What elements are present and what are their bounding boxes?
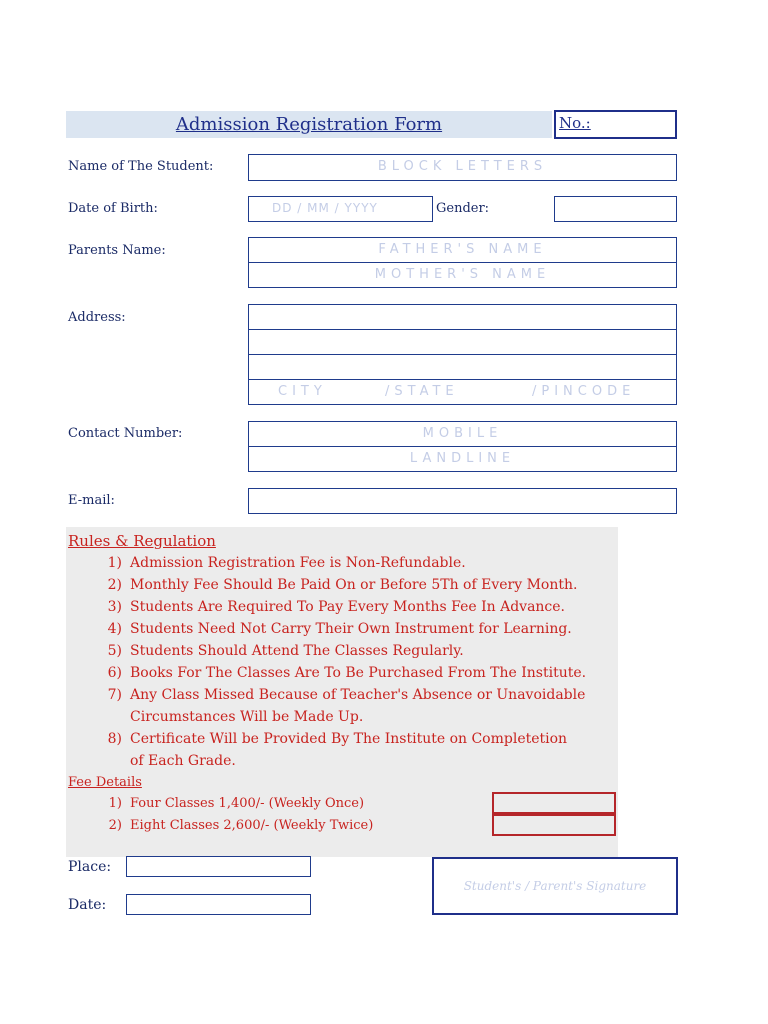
- student-name-field[interactable]: BLOCK LETTERS: [248, 154, 677, 181]
- rule-text: Circumstances Will be Made Up.: [130, 709, 364, 725]
- student-name-label: Name of The Student:: [68, 159, 214, 174]
- fee-number: 2): [108, 818, 122, 833]
- registration-number-label: No.:: [559, 114, 591, 132]
- address-line-3-field[interactable]: [248, 354, 677, 380]
- address-line-2-field[interactable]: [248, 329, 677, 355]
- place-label: Place:: [68, 859, 112, 875]
- place-field[interactable]: [126, 856, 311, 877]
- rule-text: Books For The Classes Are To Be Purchased From The Institute.: [130, 665, 587, 681]
- signature-placeholder: Student's / Parent's Signature: [463, 879, 647, 893]
- gender-label: Gender:: [436, 201, 490, 216]
- fee-option-text: Four Classes 1,400/- (Weekly Once): [130, 796, 365, 811]
- parents-name-label: Parents Name:: [68, 243, 166, 258]
- rule-text: of Each Grade.: [130, 753, 236, 769]
- mobile-field[interactable]: MOBILE: [248, 421, 677, 447]
- email-label: E-mail:: [68, 493, 115, 508]
- fee-option-text: Eight Classes 2,600/- (Weekly Twice): [130, 818, 374, 833]
- state-placeholder: /STATE: [385, 384, 459, 399]
- rule-text: Any Class Missed Because of Teacher's Absence or Unavoidable: [130, 687, 586, 703]
- rules-title: Rules & Regulation: [68, 532, 216, 550]
- gender-field[interactable]: [554, 196, 677, 222]
- city-placeholder: CITY: [278, 384, 327, 399]
- rule-text: Monthly Fee Should Be Paid On or Before 5Th of Every Month.: [130, 577, 578, 593]
- rule-number: 1): [107, 555, 122, 571]
- father-name-field[interactable]: FATHER'S NAME: [248, 237, 677, 263]
- rule-number: 7): [107, 687, 122, 703]
- rule-text: Students Are Required To Pay Every Months Fee In Advance.: [130, 599, 566, 615]
- landline-field[interactable]: LANDLINE: [248, 446, 677, 472]
- fee-number: 1): [108, 796, 122, 811]
- fee-option-checkbox[interactable]: [492, 792, 616, 814]
- address-label: Address:: [68, 310, 126, 325]
- rule-text: Certificate Will be Provided By The Institute on Completetion: [130, 731, 568, 747]
- form-title: Admission Registration Form: [175, 114, 443, 135]
- rule-number: 4): [107, 621, 122, 637]
- fee-option-checkbox[interactable]: [492, 814, 616, 836]
- rule-number: 6): [107, 665, 122, 681]
- contact-number-label: Contact Number:: [68, 426, 183, 441]
- mother-name-field[interactable]: MOTHER'S NAME: [248, 262, 677, 288]
- fee-details-title: Fee Details: [68, 775, 142, 790]
- dob-label: Date of Birth:: [68, 201, 158, 216]
- rule-number: 5): [107, 643, 122, 659]
- email-field[interactable]: [248, 488, 677, 514]
- rule-text: Admission Registration Fee is Non-Refundable.: [130, 555, 466, 571]
- rule-number: 8): [107, 731, 122, 747]
- date-label: Date:: [68, 897, 107, 913]
- dob-placeholder: DD / MM / YYYY: [272, 201, 378, 215]
- rule-number: 2): [107, 577, 122, 593]
- date-field[interactable]: [126, 894, 311, 915]
- rule-text: Students Need Not Carry Their Own Instrument for Learning.: [130, 621, 572, 637]
- pincode-placeholder: /PINCODE: [532, 384, 636, 399]
- address-line-1-field[interactable]: [248, 304, 677, 330]
- rule-text: Students Should Attend The Classes Regularly.: [130, 643, 464, 659]
- rule-number: 3): [107, 599, 122, 615]
